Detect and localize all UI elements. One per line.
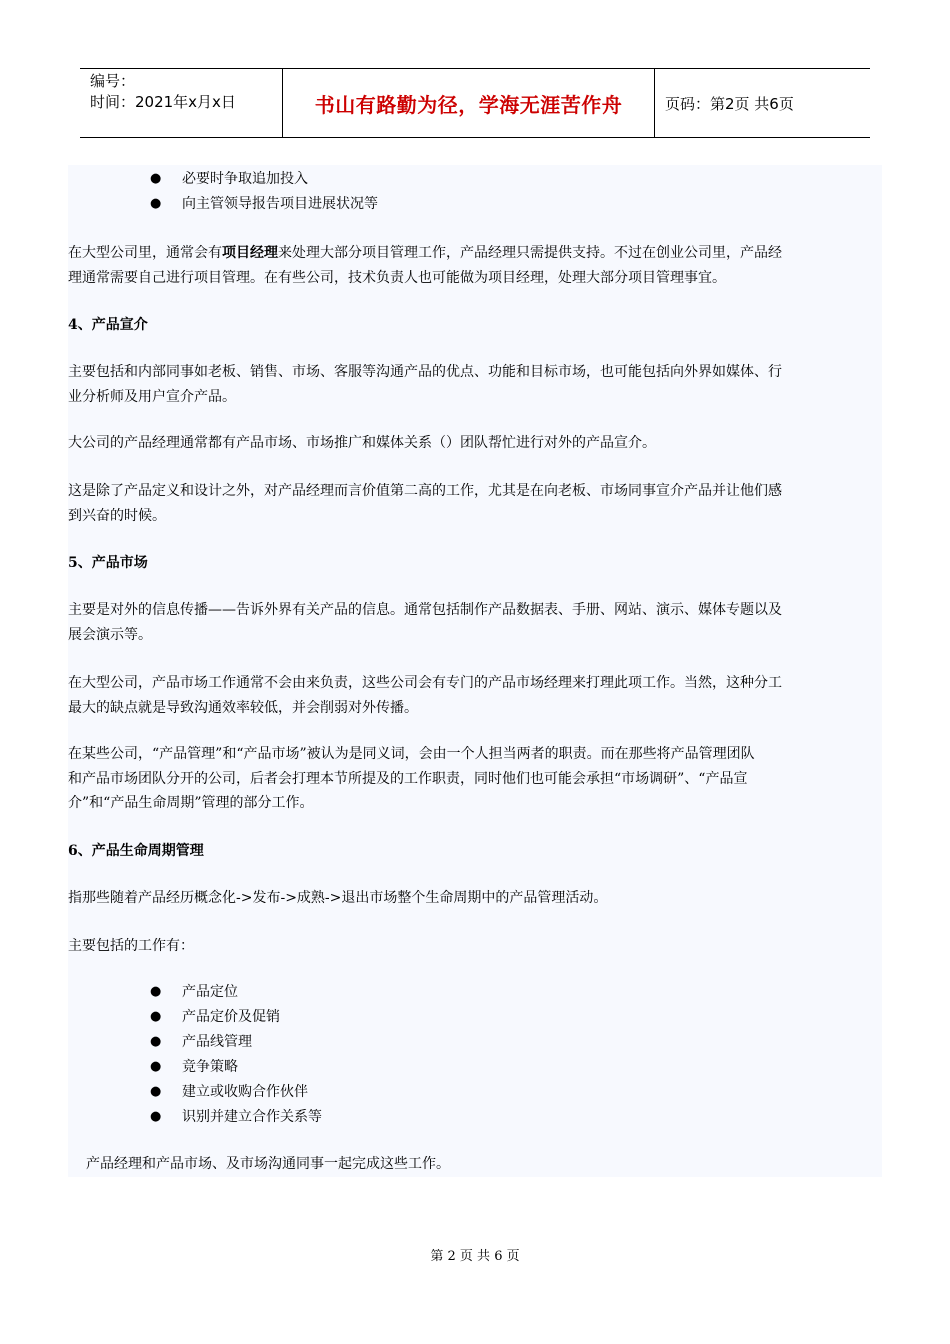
list-item: ● 产品线管理	[150, 1030, 322, 1055]
paragraph-project-manager: 在大型公司里，通常会有项目经理来处理大部分项目管理工作，产品经理只需提供支持。不过在创业公司里，产品经 理通常需要自己进行项目管理。在有些公司，技术负责人也可能做为项目经理，处理大部分项目管理事宜。	[68, 245, 782, 286]
list-item: ● 向主管领导报告项目进展状况等	[150, 192, 378, 217]
bullet-list-top	[150, 167, 378, 217]
number-label: 编号：	[90, 72, 136, 90]
list-item: ● 建立或收购合作伙伴	[150, 1080, 322, 1105]
paragraph: 大公司的产品经理通常都有产品市场、市场推广和媒体关系（）团队帮忙进行对外的产品宣介。	[68, 435, 656, 451]
header-page-label: 页码：第2页 共6页	[665, 94, 794, 113]
paragraph: 主要包括的工作有：	[68, 938, 194, 954]
bold-term: 项目经理	[222, 245, 278, 261]
section-heading: 5、产品市场	[68, 555, 148, 571]
page-footer: 第 2 页 共 6 页	[430, 1249, 520, 1264]
list-item: ● 产品定位	[150, 980, 322, 1005]
paragraph: 这是除了产品定义和设计之外，对产品经理而言价值第二高的工作，尤其是在向老板、市场同事宣介产品并让他们感 到兴奋的时候。	[68, 483, 782, 524]
bullet-icon: ●	[150, 171, 162, 187]
paragraph: 主要包括和内部同事如老板、销售、市场、客服等沟通产品的优点、功能和目标市场，也可能包括向外界如媒体、行 业分析师及用户宣介产品。	[68, 364, 782, 405]
paragraph: 在某些公司，“产品管理”和“产品市场”被认为是同义词，会由一个人担当两者的职责。而在那些将产品管理团队 和产品市场团队分开的公司，后者会打理本节所提及的工作职责，同时他们也可能会承担“市场调研”、“产品宣 介”和“产品生命周期”管理的部分工作。	[68, 746, 755, 811]
list-item: ● 必要时争取追加投入	[150, 167, 378, 192]
page-header	[80, 68, 870, 138]
section-heading: 4、产品宣介	[68, 317, 148, 333]
closing-paragraph: 产品经理和产品市场、及市场沟通同事一起完成这些工作。	[86, 1156, 450, 1172]
document-body	[68, 165, 882, 1177]
section-heading: 6、产品生命周期管理	[68, 843, 204, 859]
header-motto: 书山有路勤为径，学海无涯苦作舟	[282, 69, 655, 137]
bullet-icon: ●	[150, 1009, 162, 1025]
bullet-icon: ●	[150, 196, 162, 212]
paragraph: 主要是对外的信息传播——告诉外界有关产品的信息。通常包括制作产品数据表、手册、网站、演示、媒体专题以及 展会演示等。	[68, 602, 782, 643]
bullet-icon: ●	[150, 1109, 162, 1125]
list-item: ● 竞争策略	[150, 1055, 322, 1080]
header-meta	[80, 69, 282, 137]
bullet-icon: ●	[150, 1084, 162, 1100]
paragraph: 指那些随着产品经历概念化->发布->成熟->退出市场整个生命周期中的产品管理活动。	[68, 890, 608, 906]
time-label: 时间：2021年x月x日	[90, 93, 236, 111]
list-item: ● 产品定价及促销	[150, 1005, 322, 1030]
list-item: ● 识别并建立合作关系等	[150, 1105, 322, 1130]
bullet-icon: ●	[150, 1059, 162, 1075]
paragraph: 在大型公司，产品市场工作通常不会由来负责，这些公司会有专门的产品市场经理来打理此项工作。当然，这种分工 最大的缺点就是导致沟通效率较低，并会削弱对外传播。	[68, 675, 782, 716]
bullet-icon: ●	[150, 984, 162, 1000]
bullet-icon: ●	[150, 1034, 162, 1050]
bullet-list-lifecycle	[150, 980, 322, 1130]
